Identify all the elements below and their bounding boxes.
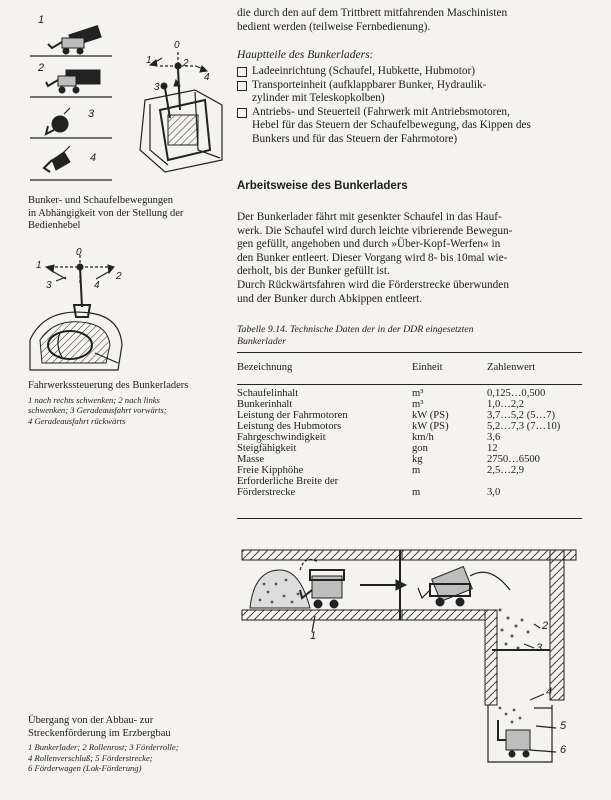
figure-uebergang-drawing	[230, 540, 590, 795]
table-header-bezeichnung: Bezeichnung	[237, 362, 293, 373]
section-paragraph: Der Bunkerlader fährt mit gesenkter Schaufel in das Hauf- werk. Die Schaufel wird durch leichte vibrierende Bewegun- gen gefüllt, angehoben und durch »Über-Kopf-Werfen« in den Bunker entleert. Dieser Vorgang wird 8- bis 10mal wie- derholt, bis der Bunker gefüllt ist. Durch Rückwärtsfahren wird die Förderstrecke überwunden und der Bunker durch Abkippen entleert.	[237, 211, 513, 305]
table-header-row	[237, 357, 582, 378]
fig2-lever-label-3: 3	[46, 280, 52, 291]
checkbox-icon	[237, 67, 247, 77]
fig3-label-5: 5	[560, 720, 567, 732]
table-row: Erforderliche Breite der	[237, 476, 339, 487]
fig2-lever-label-1: 1	[36, 260, 42, 271]
table-row: Schaufelinhalt m³ 0,125…0,500	[237, 388, 546, 399]
mini-loader-1	[48, 26, 101, 54]
table-row: Fahrgeschwindigkeit km/h 3,6	[237, 432, 501, 443]
fig3-caption: Übergang von der Abbau- zur Streckenförderung im Erzbergbau 1 Bunkerlader; 2 Rollenrost; 3 Förderrolle; 4 Rollenverschluß; 5 Förderstrecke; 6 Förderwagen (Lok-Förderung)	[28, 715, 179, 774]
fig3-label-2: 2	[542, 620, 549, 632]
parts-item-2: Transporteinheit (aufklappbarer Bunker, Hydraulik- zylinder mit Teleskopkolben)	[237, 79, 582, 106]
table-row: Leistung der Fahrmotoren kW (PS) 3,7…5,2 (5…7)	[237, 410, 555, 421]
fig1-lever-label-3: 3	[154, 82, 160, 93]
figure-bunker-schaufel-drawing	[0, 0, 235, 200]
parts-item-3: Antriebs- und Steuerteil (Fahrwerk mit Antriebsmotoren, Hebel für das Steuern der Schaufelbewegung, das Kippen des Bunkers und für das Steuern der Fahrmotore)	[237, 106, 582, 147]
fig2-lever-label-4: 4	[94, 280, 100, 291]
fig1-lever-label-2: 2	[183, 58, 189, 69]
fig2-lever-label-2: 2	[116, 271, 122, 282]
table-row: Förderstrecke m 3,0	[237, 487, 501, 498]
fig1-lever-label-1: 1	[146, 55, 152, 66]
table-row: Steigfähigkeit gon 12	[237, 443, 498, 454]
section-heading: Arbeitsweise des Bunkerladers	[237, 180, 408, 192]
table-top-rule	[237, 352, 582, 353]
checkbox-icon	[237, 81, 247, 91]
table-caption: Tabelle 9.14. Technische Daten der in der DDR eingesetzten Bunkerlader	[237, 324, 474, 347]
figure-fahrwerkssteuerung	[0, 245, 235, 380]
checkbox-icon	[237, 108, 247, 118]
tech-data-table	[237, 357, 582, 498]
parts-heading: Hauptteile des Bunkerladers:	[237, 48, 374, 61]
table-row: Freie Kipphöhe m 2,5…2,9	[237, 465, 525, 476]
fig1-number-1: 1	[38, 14, 45, 26]
fig3-label-1: 1	[310, 630, 317, 642]
lever-control-drawing	[140, 52, 222, 172]
fig1-lever-label-0: 0	[174, 40, 180, 51]
fig1-number-2: 2	[38, 62, 45, 74]
fig3-label-4: 4	[546, 686, 553, 698]
table-bottom-rule	[237, 518, 582, 519]
table-header-einheit: Einheit	[412, 362, 443, 373]
fig1-number-3: 3	[88, 108, 95, 120]
parts-item-1: Ladeeinrichtung (Schaufel, Hubkette, Hubmotor)	[237, 65, 582, 79]
mini-loader-3	[46, 108, 70, 134]
fig3-label-3: 3	[536, 642, 543, 654]
fig2-lever-label-0: 0	[76, 247, 82, 258]
figure-uebergang	[230, 540, 590, 795]
parts-list	[237, 48, 582, 147]
table-row: Masse kg 2750…6500	[237, 454, 540, 465]
figure-bunker-schaufel	[0, 0, 235, 200]
fig1-number-4: 4	[90, 152, 97, 164]
fig1-caption: Bunker- und Schaufelbewegungen in Abhängigkeit von der Stellung der Bedienhebel	[28, 195, 184, 231]
fig3-label-6: 6	[560, 744, 567, 756]
table-row: Leistung des Hubmotors kW (PS) 5,2…7,3 (7…10)	[237, 421, 561, 432]
intro-paragraph: die durch den auf dem Trittbrett mitfahrenden Maschinisten bedient werden (teilweise Fernbedienung).	[237, 7, 508, 33]
table-header-zahlenwert: Zahlenwert	[487, 362, 536, 373]
table-row: Bunkerinhalt m³ 1,0…2,2	[237, 399, 525, 410]
mini-loader-4	[44, 146, 70, 172]
fig2-caption: Fahrwerkssteuerung des Bunkerladers 1 nach rechts schwenken; 2 nach links schwenken; 3 Geradeausfahrt vorwärts; 4 Geradeausfahrt rückwärts	[28, 380, 189, 426]
mini-loader-2	[46, 70, 100, 93]
fig1-lever-label-4: 4	[204, 72, 210, 83]
